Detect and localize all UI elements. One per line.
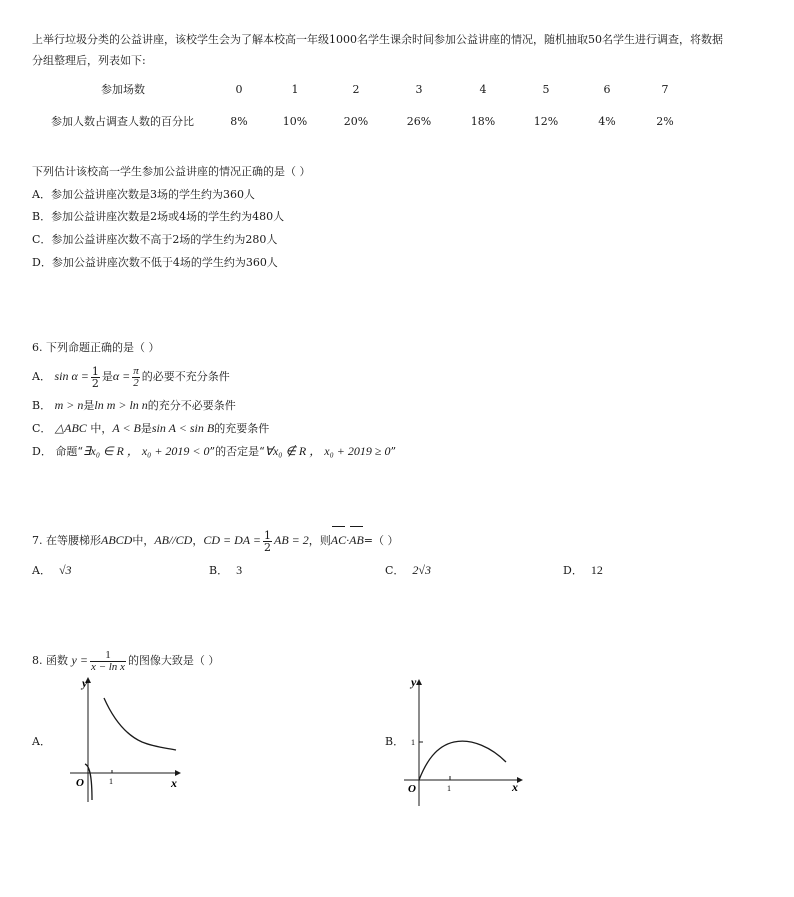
frac-num: π <box>133 364 139 377</box>
vector-ac: AC <box>331 526 346 554</box>
graph-b <box>398 672 528 812</box>
table-cell: 18% <box>470 115 496 128</box>
math-expr: m > n <box>54 398 84 412</box>
q5-question: 下列估计该校高一学生参加公益讲座的情况正确的是（ ） <box>32 165 311 178</box>
question-prefix: 8. 函数 <box>32 654 68 667</box>
table-cell: 7 <box>661 83 669 96</box>
frac-num: 1 <box>91 364 99 378</box>
math-expr: ∃x₀ ∈ R ， x₀ + 2019 < 0 <box>82 444 210 458</box>
option-value: √3 <box>58 563 72 577</box>
q5-option-d: D．参加公益讲座次数不低于4场的学生约为360人 <box>32 256 278 269</box>
table-cell: 12% <box>533 115 559 128</box>
y-label: y <box>82 676 88 690</box>
connector-text: 是 <box>140 422 152 435</box>
table-cell: 10% <box>282 115 308 128</box>
option-letter: B． <box>32 399 52 412</box>
math-expr: CD = DA = <box>203 533 261 547</box>
fraction-half <box>91 366 100 389</box>
frac-num: 1 <box>264 528 271 542</box>
q5-option-a: A．参加公益讲座次数是3场的学生约为360人 <box>32 188 255 201</box>
option-rest: 的必要不充分条件 <box>141 370 230 383</box>
fraction-half <box>263 530 272 553</box>
option-rest: 的充分不必要条件 <box>147 399 236 412</box>
vector-ab: AB <box>349 526 364 554</box>
frac-num: 1 <box>90 650 126 662</box>
connector-text: 中， <box>132 534 155 547</box>
frac-den: 2 <box>264 540 271 554</box>
origin-label: O <box>76 777 84 789</box>
fraction-pi-half <box>132 366 140 389</box>
q7-option-a <box>32 562 72 579</box>
math-expr: AB//CD <box>154 533 193 547</box>
q5-option-b: B．参加公益讲座次数是2场或4场的学生约为480人 <box>32 210 285 223</box>
frac-den: x − ln x <box>90 660 125 673</box>
x-label: x <box>512 780 518 794</box>
graph-a <box>50 670 190 810</box>
quote-text: 命题“ <box>55 445 83 458</box>
math-expr: ABCD <box>101 533 133 547</box>
q5-intro-line1: 上举行垃圾分类的公益讲座，该校学生会为了解本校高一年级1000名学生课余时间参加公益讲座的情况，随机抽取50名学生进行调查，将数据 <box>32 33 723 46</box>
tick-label-x-1: 1 <box>447 784 451 793</box>
table-cell: 2% <box>656 115 674 128</box>
table-cell: 1 <box>291 83 299 96</box>
q8-option-b-letter: B． <box>385 735 405 748</box>
math-expr: ∀x₀ ∉ R ， x₀ + 2019 ≥ 0 <box>264 444 391 458</box>
option-letter: C． <box>32 422 52 435</box>
q5-intro-line2: 分组整理后，列表如下: <box>32 54 146 67</box>
quote-text: ” <box>390 445 397 458</box>
question-suffix: =（ ） <box>363 534 399 547</box>
option-letter: C． <box>385 564 405 577</box>
math-expr: A < B <box>112 421 141 435</box>
option-value: 2√3 <box>412 563 432 577</box>
option-value: 12 <box>590 563 603 577</box>
table-cell: 8% <box>230 115 248 128</box>
q6-option-d <box>32 443 396 460</box>
option-rest: 的充要条件 <box>214 422 270 435</box>
math-expr: sin α = <box>54 369 89 383</box>
option-letter: A． <box>32 564 51 577</box>
math-expr: AB = 2 <box>274 533 309 547</box>
q7-option-d <box>563 562 603 579</box>
math-expr: y = <box>71 653 88 667</box>
table-cell: 20% <box>343 115 369 128</box>
frac-den: 2 <box>91 376 99 390</box>
q6-option-b <box>32 397 236 414</box>
connector-text: 是 <box>83 399 95 412</box>
origin-label: O <box>408 783 416 795</box>
q7-option-b <box>209 562 242 579</box>
math-expr: △ABC <box>54 421 87 435</box>
math-expr: α = <box>112 369 131 383</box>
curve <box>419 741 506 780</box>
table-cell: 3 <box>415 83 423 96</box>
q6-option-a <box>32 362 230 391</box>
option-value: 3 <box>236 563 243 577</box>
question-prefix: 7. 在等腰梯形 <box>32 534 101 547</box>
table-cell: 2 <box>352 83 360 96</box>
x-label: x <box>171 776 177 790</box>
table-row2-label: 参加人数占调查人数的百分比 <box>51 115 194 128</box>
q6-option-c <box>32 420 269 437</box>
q7-question <box>32 526 399 555</box>
math-expr: ln m > ln n <box>94 398 148 412</box>
connector-text: ， <box>192 534 204 547</box>
option-letter: A． <box>32 370 51 383</box>
q7-option-c <box>385 562 431 579</box>
question-suffix: 的图像大致是（ ） <box>127 654 220 667</box>
connector-text: 中， <box>86 422 113 435</box>
frac-den: 2 <box>133 376 139 389</box>
quote-text: ”的否定是“ <box>209 445 265 458</box>
table-cell: 6 <box>603 83 611 96</box>
table-cell: 0 <box>235 83 243 96</box>
connector-text: 是 <box>101 370 113 383</box>
math-expr: sin A < sin B <box>151 421 215 435</box>
option-letter: D． <box>563 564 583 577</box>
tick-label-y-1: 1 <box>411 738 415 747</box>
q6-question: 6. 下列命题正确的是（ ） <box>32 341 160 354</box>
q5-option-c: C．参加公益讲座次数不高于2场的学生约为280人 <box>32 233 278 246</box>
table-cell: 26% <box>406 115 432 128</box>
option-letter: D． <box>32 445 52 458</box>
table-row1-label: 参加场数 <box>101 83 145 96</box>
table-cell: 4 <box>479 83 487 96</box>
curve-right-branch <box>104 698 176 750</box>
tick-label-1: 1 <box>109 777 113 786</box>
table-cell: 5 <box>542 83 550 96</box>
q8-option-a-letter: A． <box>32 735 51 748</box>
y-label: y <box>411 675 417 689</box>
option-letter: B． <box>209 564 229 577</box>
dot-operator: · <box>346 533 350 547</box>
table-cell: 4% <box>598 115 616 128</box>
connector-text: ，则 <box>308 534 331 547</box>
